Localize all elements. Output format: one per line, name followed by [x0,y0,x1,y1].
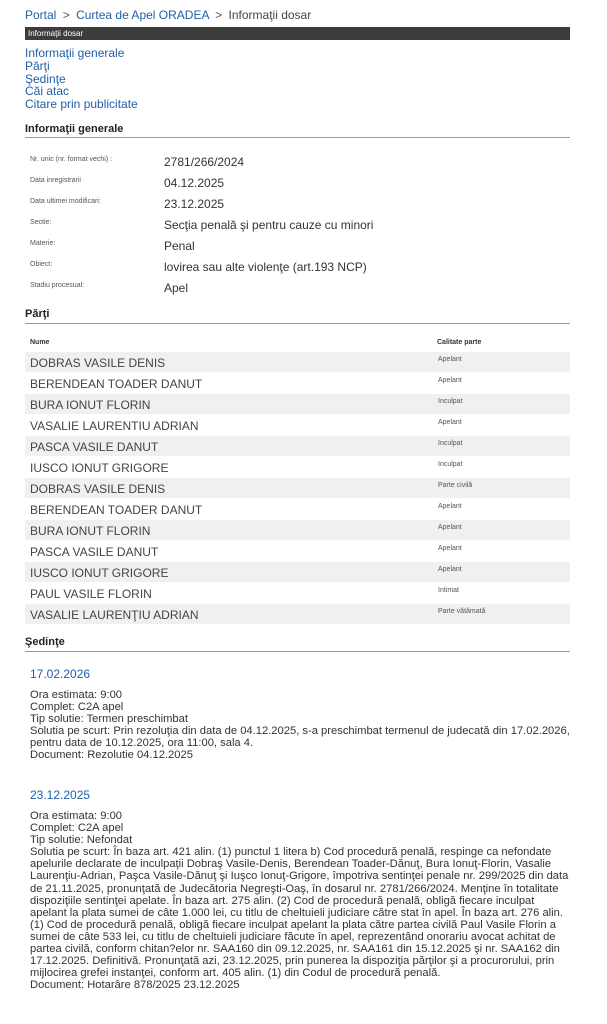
table-row [25,436,570,456]
table-row [25,415,570,435]
info-label: Materie: [30,240,56,247]
table-row [25,457,570,477]
party-name: BURA IONUT FLORIN [30,398,151,412]
info-row-registration-date [30,176,570,197]
table-row [25,541,570,561]
info-label: Sectie: [30,219,52,226]
hearing-time: Ora estimata: 9:00 [30,689,123,701]
breadcrumb-portal-link[interactable]: Portal [25,8,57,22]
hearings-title: Şedinţe [25,636,65,648]
table-row [25,604,570,624]
hearing-solution-summary: Solutia pe scurt: În baza art. 421 alin. (1) punctul 1 litera b) Cod procedură penală, respinge ca nefondate apelurile declarate de inculpaţii Dobraş Vasile-Denis, Berendean Toader-Dănuţ, Bura Ionuţ-Florin, Vasalie Laurenţiu-Adrian, Paşca Vasile-Dănuţ şi Iuşco Ionuţ-Grigore, împotriva sentinţei penale nr. 299/2025 din data de 21.11.2025, pronunţată de Judecătoria Negreşti-Oaş, în dosarul nr. 2781/266/2024. Menţine în totalitate dispoziţiile sentinţei apelate. În baza art. 275 alin. (2) Cod de procedură penală, obligă fiecare inculpat apelant la plata sumei de câte 1.000 lei, cu titlu de cheltuieli judiciare către stat în apel. În baza art. 276 alin. (1) Cod de procedură penală, obligă fiecare inculpat apelant la plata către partea civilă Paul Vasile Florin a sumei de câte 533 lei, cu titlu de cheltuieli judiciare făcute în apel, reprezentând onorariu avocat achitat de partea civilă, conform chitan?elor nr. SAA160 din 09.12.2025, nr. SAA161 din 15.12.2025 şi nr. SAA162 din 17.12.2025. Definitivă. Pronunţată azi, 23.12.2025, prin punerea la dispoziţia părţilor şi a procurorului, prin mijlocirea grefei instanţei, conform art. 405 alin. (1) din Codul de procedură penală. [30,846,569,980]
hearing-document: Document: Hotarâre 878/2025 23.12.2025 [30,979,240,992]
hearing-time: Ora estimata: 9:00 [30,810,123,822]
party-role: Apelant [438,566,462,573]
hearing-date: 23.12.2025 [30,788,91,802]
info-value: 04.12.2025 [164,176,225,190]
hearing-solution-summary: Solutia pe scurt: Prin rezoluţia din data de 04.12.2025, s-a preschimbat termenul de judecată din 17.02.2026, pentru data de 10.12.2025, ora 11:00, sala 4. [30,725,570,750]
party-role: Apelant [438,356,462,363]
hearing-panel: Complet: C2A apel [30,701,124,714]
nav-link-parties[interactable]: Părţi [25,58,50,73]
table-row [25,352,570,372]
info-row-case-number [30,155,570,176]
nav-link-public-summons[interactable]: Citare prin publicitate [25,97,138,112]
info-row-section [30,218,570,239]
info-row-object [30,260,570,281]
hearing-solution-type: Tip solutie: Nefondat [30,834,133,847]
info-row-last-modified [30,197,570,218]
party-name: IUSCO IONUT GRIGORE [30,461,169,475]
info-label: Nr. unic (nr. format vechi) : [30,156,113,163]
column-header-name: Nume [30,339,50,346]
party-role: Inculpat [438,398,463,405]
hearing-details [30,689,570,762]
hearing-date: 17.02.2026 [30,667,91,681]
party-role: Apelant [438,524,462,531]
breadcrumb [25,8,311,22]
party-name: BERENDEAN TOADER DANUT [30,377,203,391]
section-divider [25,651,570,652]
info-value: Secţia penală şi pentru cauze cu minori [164,218,374,232]
table-row [25,583,570,603]
party-name: PASCA VASILE DANUT [30,440,159,454]
section-divider [25,323,570,324]
info-value: 2781/266/2024 [164,155,245,169]
column-header-role: Calitate parte [437,339,482,346]
table-row [25,394,570,414]
party-name: PAUL VASILE FLORIN [30,587,152,601]
info-value: 23.12.2025 [164,197,225,211]
parties-table-header [30,339,570,346]
party-name: PASCA VASILE DANUT [30,545,159,559]
party-role: Inculpat [438,440,463,447]
info-value: Penal [164,239,195,253]
table-row [25,373,570,393]
breadcrumb-current: Informaţii dosar [228,8,312,22]
info-row-matter [30,239,570,260]
breadcrumb-separator: > [62,8,70,22]
hearing-panel: Complet: C2A apel [30,822,124,835]
table-row [25,562,570,582]
info-row-procedural-stage [30,281,570,302]
party-name: VASALIE LAURENŢIU ADRIAN [30,608,199,622]
party-name: BERENDEAN TOADER DANUT [30,503,203,517]
hearing-details [30,810,570,991]
section-divider [25,137,570,138]
party-role: Apelant [438,377,462,384]
case-info-header-bar: Informaţii dosar [25,27,570,40]
party-name: DOBRAS VASILE DENIS [30,482,166,496]
party-name: DOBRAS VASILE DENIS [30,356,166,370]
nav-link-appeals[interactable]: Căi atac [25,84,70,99]
info-value: Apel [164,281,189,295]
party-role: Parte vătămată [438,608,486,615]
parties-title: Părţi [25,308,50,320]
general-info-title: Informaţii generale [25,123,124,135]
nav-link-hearings[interactable]: Şedinţe [25,71,66,86]
nav-link-general-info[interactable]: Informaţii generale [25,46,125,60]
hearing-document: Document: Rezolutie 04.12.2025 [30,749,193,762]
party-role: Parte civilă [438,482,473,489]
party-name: IUSCO IONUT GRIGORE [30,566,169,580]
party-role: Inculpat [438,461,463,468]
party-role: Apelant [438,419,462,426]
party-name: VASALIE LAURENTIU ADRIAN [30,419,199,433]
table-row [25,499,570,519]
info-value: lovirea sau alte violenţe (art.193 NCP) [164,260,367,274]
info-label: Data ultimei modificari: [30,198,101,205]
info-label: Data inregistrarii [30,177,81,184]
breadcrumb-court-link[interactable]: Curtea de Apel ORADEA [76,8,209,22]
hearing-solution-type: Tip solutie: Termen preschimbat [30,713,188,726]
info-label: Stadiu procesual: [30,282,85,289]
table-row [25,478,570,498]
breadcrumb-separator: > [215,8,223,22]
party-role: Apelant [438,545,462,552]
party-name: BURA IONUT FLORIN [30,524,151,538]
party-role: Apelant [438,503,462,510]
party-role: Intimat [438,587,460,594]
section-navigation [25,47,138,111]
table-row [25,520,570,540]
info-label: Obiect: [30,261,53,268]
